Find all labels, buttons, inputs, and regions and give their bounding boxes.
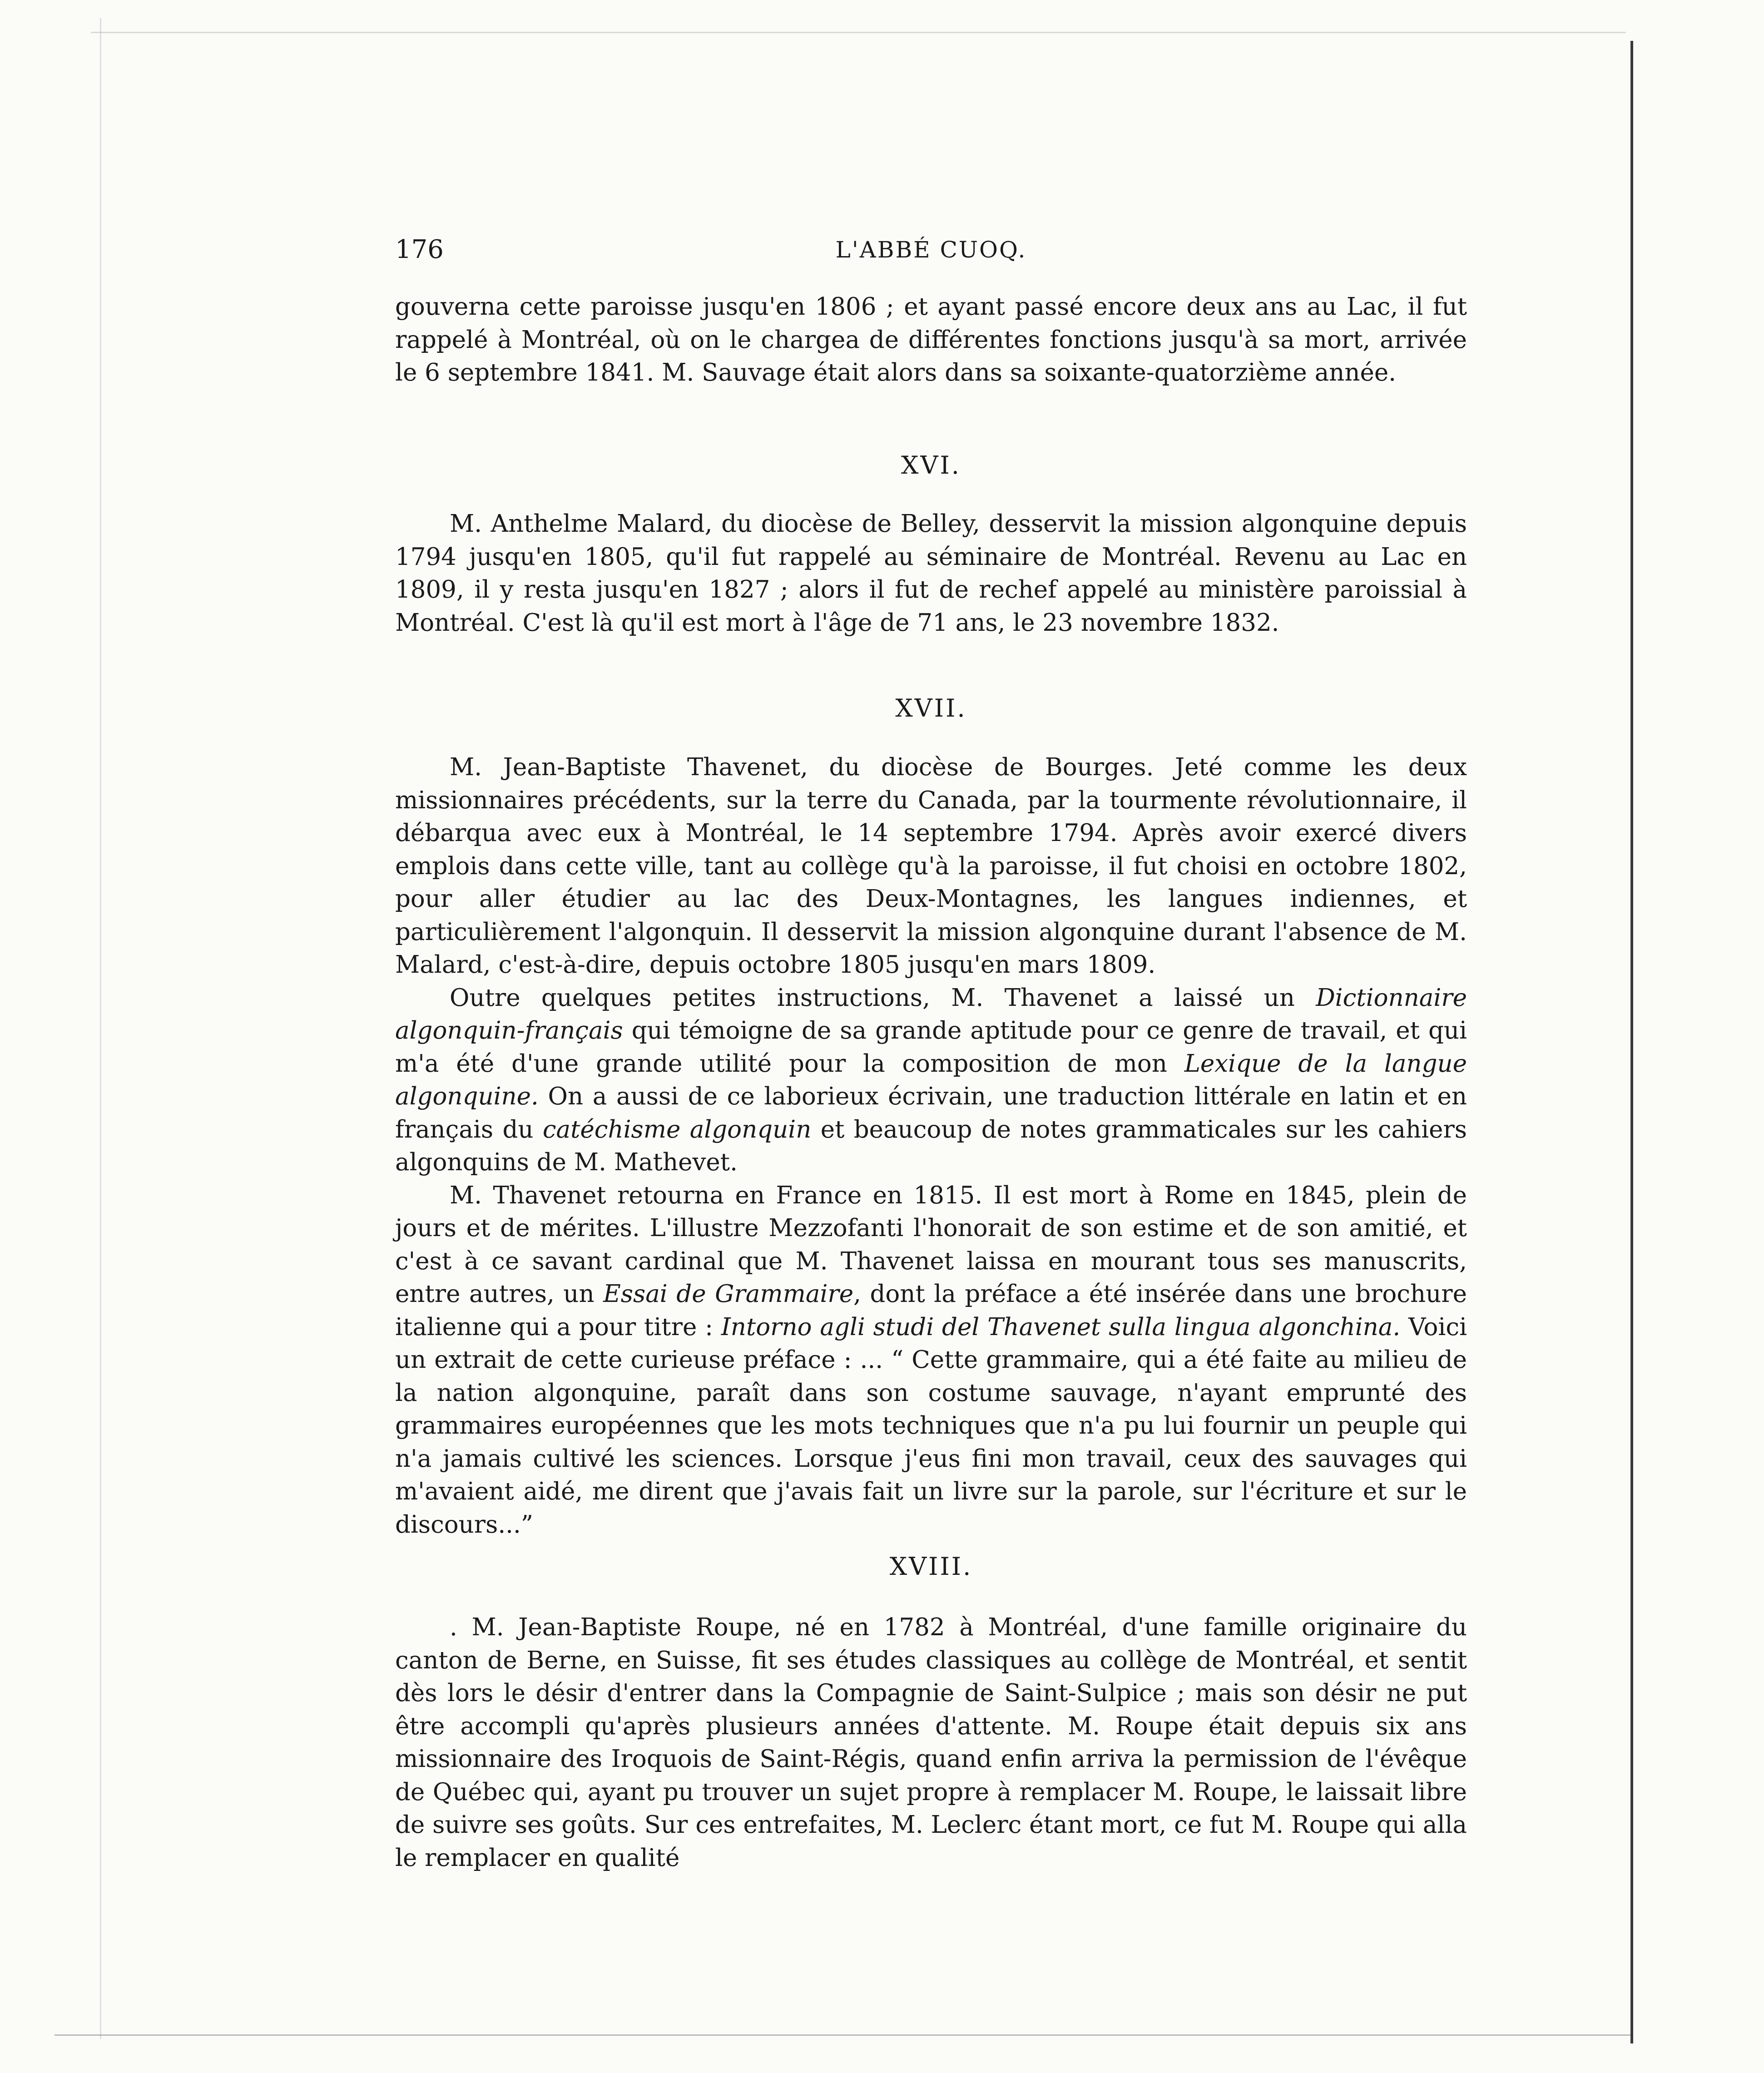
scan-edge-bottom: [55, 2034, 1630, 2036]
page-number: 176: [395, 235, 444, 264]
running-head: [395, 229, 1467, 270]
continuation-block: [395, 291, 1467, 390]
paragraph-3-text-3: Voici un extrait de cette curieuse préface : ... “ Cette grammaire, qui a été faite au milieu de la nation algonquine, paraît dans son costume sauvage, n'ayant emprunté des grammaires européennes que les mots techniques que n'a pu lui fournir un peuple qui n'a jamais cultivé les sciences. Lorsque j'eus fini mon travail, ceux des sauvages qui m'avaient aidé, me dirent que j'avais fait un livre sur la parole, sur l'écriture et sur le discours...”: [395, 1313, 1467, 1539]
continuation-paragraph: gouverna cette paroisse jusqu'en 1806 ; et ayant passé encore deux ans au Lac, il fut rappelé à Montréal, où on le chargea de différentes fonctions jusqu'à sa mort, arrivée le 6 septembre 1841. M. Sauvage était alors dans sa soixante-quatorzième année.: [395, 293, 1467, 386]
section-heading-xvii: XVII.: [895, 694, 967, 722]
paragraph-2-text-1: Outre quelques petites instructions, M. Thavenet a laissé un: [450, 984, 1316, 1012]
work-title-catechisme: catéchisme algonquin: [542, 1115, 812, 1143]
section-heading-xviii: XVIII.: [889, 1552, 973, 1581]
section-heading-xvi: XVI.: [901, 451, 961, 480]
section-xvii-paragraph-3: [395, 1179, 1467, 1542]
paragraph-3-text-2: , dont la préface a été insérée dans une brochure italienne qui a pour titre :: [395, 1280, 1467, 1341]
scan-edge-right: [1630, 41, 1633, 2043]
section-xvi-body: [395, 508, 1467, 639]
work-title-dictionnaire: Dictionnaire algonquin-français: [395, 984, 1467, 1044]
section-xviii-paragraph: . M. Jean-Baptiste Roupe, né en 1782 à Montréal, d'une famille originaire du canton de Berne, en Suisse, fit ses études classiques au collège de Montréal, et sentit dès lors le désir d'entrer dans la Compagnie de Saint-Sulpice ; mais son désir ne put être accompli qu'après plusieurs années d'attente. M. Roupe était depuis six ans missionnaire des Iroquois de Saint-Régis, quand enfin arriva la permission de l'évêque de Québec qui, ayant pu trouver un sujet propre à remplacer M. Roupe, le laissait libre de suivre ses goûts. Sur ces entrefaites, M. Leclerc étant mort, ce fut M. Roupe qui alla le remplacer en qualité: [395, 1613, 1467, 1872]
work-title-intorno: Intorno agli studi del Thavenet sulla lingua algonchina.: [721, 1313, 1401, 1341]
work-title-essai: Essai de Grammaire: [603, 1280, 854, 1308]
paragraph-2-text-2: qui témoigne de sa grande aptitude pour ce genre de travail, et qui m'a été d'une grande utilité pour la composition de mon: [395, 1017, 1467, 1078]
running-title: L'ABBÉ CUOQ.: [835, 237, 1027, 263]
paragraph-2-text-4: et beaucoup de notes grammaticales sur les cahiers algonquins de M. Mathevet.: [395, 1115, 1467, 1176]
section-xvii-body: [395, 751, 1467, 1541]
work-title-lexique: Lexique de la langue algonquine.: [395, 1049, 1467, 1110]
scan-edge-left: [100, 18, 101, 2039]
section-xviii-body: [395, 1611, 1467, 1875]
scan-edge-top: [91, 32, 1626, 33]
section-xvi-paragraph: M. Anthelme Malard, du diocèse de Belley, desservit la mission algonquine depuis 1794 jusqu'en 1805, qu'il fut rappelé au séminaire de Montréal. Revenu au Lac en 1809, il y resta jusqu'en 1827 ; alors il fut de rechef appelé au ministère paroissial à Montréal. C'est là qu'il est mort à l'âge de 71 ans, le 23 novembre 1832.: [395, 510, 1467, 637]
paragraph-2-text-3: On a aussi de ce laborieux écrivain, une traduction littérale en latin et en français du: [395, 1083, 1467, 1143]
section-xvii-paragraph-2: [395, 982, 1467, 1179]
paragraph-3-text-1: M. Thavenet retourna en France en 1815. Il est mort à Rome en 1845, plein de jours et de mérites. L'illustre Mezzofanti l'honorait de son estime et de son amitié, et c'est à ce savant cardinal que M. Thavenet laissa en mourant tous ses manuscrits, entre autres, un: [395, 1181, 1467, 1308]
section-xvii-paragraph-1: M. Jean-Baptiste Thavenet, du diocèse de Bourges. Jeté comme les deux missionnaires précédents, sur la terre du Canada, par la tourmente révolutionnaire, il débarqua avec eux à Montréal, le 14 septembre 1794. Après avoir exercé divers emplois dans cette ville, tant au collège qu'à la paroisse, il fut choisi en octobre 1802, pour aller étudier au lac des Deux-Montagnes, les langues indiennes, et particulièrement l'algonquin. Il desservit la mission algonquine durant l'absence de M. Malard, c'est-à-dire, depuis octobre 1805 jusqu'en mars 1809.: [395, 753, 1467, 979]
